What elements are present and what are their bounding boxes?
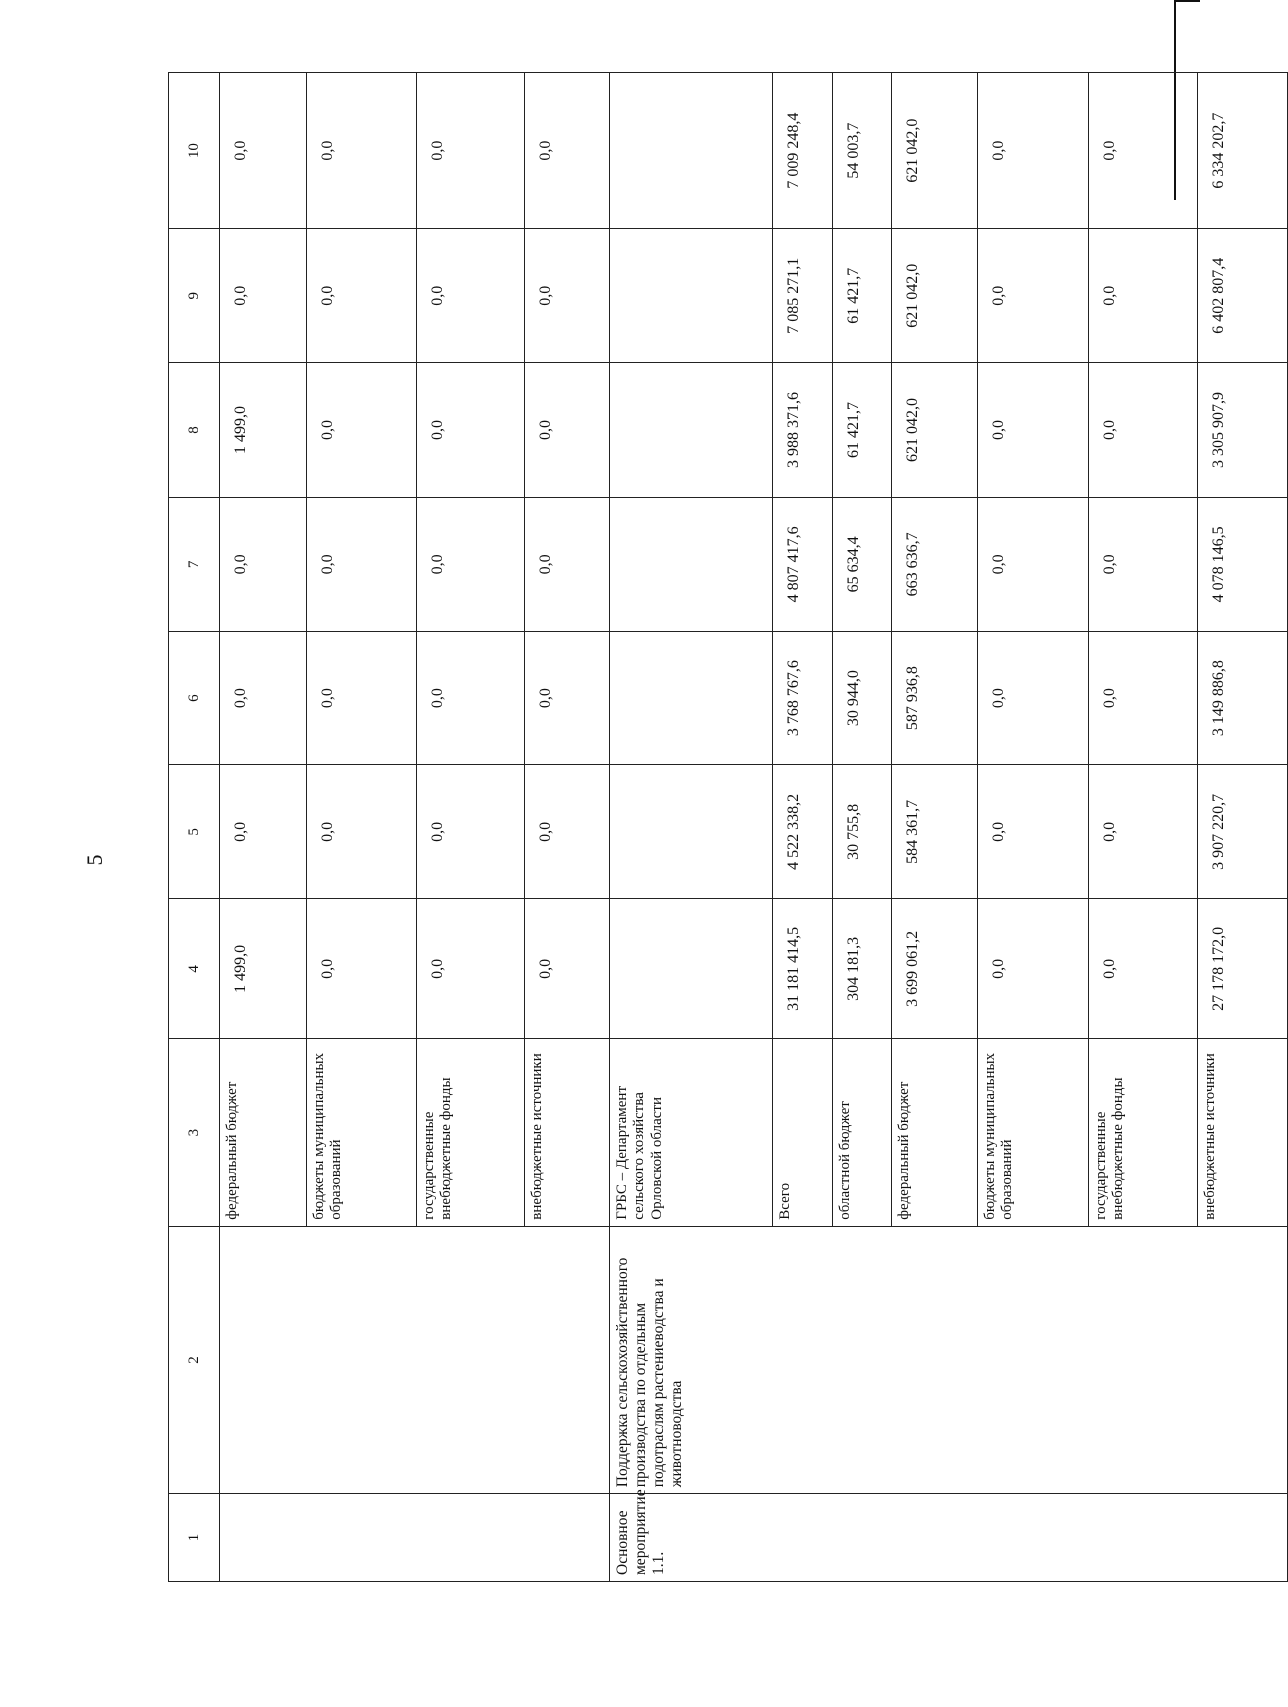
value-cell: 0,0: [525, 631, 610, 765]
page-number: 5: [82, 854, 107, 866]
value-cell: 0,0: [220, 765, 306, 899]
value-cell: 0,0: [1088, 73, 1197, 229]
value-cell: 0,0: [977, 363, 1088, 498]
source-label: федеральный бюджет: [891, 1039, 977, 1226]
value-cell: 4 522 338,2: [773, 765, 832, 899]
value-cell: 0,0: [417, 73, 525, 229]
value-cell: 3 149 886,8: [1197, 631, 1287, 765]
value-cell: 304 181,3: [832, 899, 891, 1039]
empty-name-cell: [220, 1226, 610, 1494]
value-cell: 0,0: [220, 631, 306, 765]
value-cell: 0,0: [1088, 631, 1197, 765]
value-cell: 0,0: [1088, 899, 1197, 1039]
value-cell: 3 907 220,7: [1197, 765, 1287, 899]
value-cell: 587 936,8: [891, 631, 977, 765]
value-cell: 31 181 414,5: [773, 899, 832, 1039]
value-cell: 621 042,0: [891, 73, 977, 229]
value-cell: 0,0: [220, 497, 306, 631]
value-cell: 0,0: [417, 631, 525, 765]
value-cell: 0,0: [977, 899, 1088, 1039]
value-cell: 61 421,7: [832, 229, 891, 363]
value-cell: 54 003,7: [832, 73, 891, 229]
value-cell: 0,0: [306, 765, 417, 899]
value-cell: 0,0: [525, 765, 610, 899]
source-label: внебюджетные источники: [525, 1039, 610, 1226]
value-cell: 0,0: [1088, 497, 1197, 631]
column-header: 4: [169, 899, 220, 1039]
value-cell: 0,0: [306, 899, 417, 1039]
value-cell: 0,0: [417, 765, 525, 899]
activity-code: Основное мероприятие 1.1.: [610, 1494, 1288, 1582]
value-cell: 584 361,7: [891, 765, 977, 899]
value-cell: 3 768 767,6: [773, 631, 832, 765]
value-cell: 30 755,8: [832, 765, 891, 899]
budget-table: [168, 72, 1288, 1582]
source-label: федеральный бюджет: [220, 1039, 306, 1226]
value-cell: 3 699 061,2: [891, 899, 977, 1039]
value-cell: 4 078 146,5: [1197, 497, 1287, 631]
value-cell: 0,0: [306, 497, 417, 631]
value-cell: 0,0: [977, 765, 1088, 899]
value-cell: 663 636,7: [891, 497, 977, 631]
value-cell: 0,0: [220, 73, 306, 229]
value-cell: 0,0: [977, 73, 1088, 229]
source-label: бюджеты муниципальных образований: [977, 1039, 1088, 1226]
value-cell: 0,0: [977, 229, 1088, 363]
source-label: внебюджетные источники: [1197, 1039, 1287, 1226]
source-label: Всего: [773, 1039, 832, 1226]
value-cell: 0,0: [417, 229, 525, 363]
column-header: 2: [169, 1226, 220, 1494]
value-cell: 0,0: [1088, 765, 1197, 899]
value-cell: 0,0: [306, 363, 417, 498]
value-cell: 0,0: [220, 229, 306, 363]
value-cell: 0,0: [306, 73, 417, 229]
value-cell: 621 042,0: [891, 229, 977, 363]
source-label: государственные внебюджетные фонды: [1088, 1039, 1197, 1226]
table-row: [220, 73, 306, 1582]
grbs-label: ГРБС – Департамент сельского хозяйства Орловской области: [610, 1039, 773, 1226]
value-cell: 7 085 271,1: [773, 229, 832, 363]
empty-code-cell: [220, 1494, 610, 1582]
header-row: [169, 73, 220, 1582]
column-header: 3: [169, 1039, 220, 1226]
value-cell: 0,0: [525, 229, 610, 363]
value-cell: 7 009 248,4: [773, 73, 832, 229]
value-cell: 621 042,0: [891, 363, 977, 498]
value-cell: 6 402 807,4: [1197, 229, 1287, 363]
value-cell: 61 421,7: [832, 363, 891, 498]
value-cell: 0,0: [525, 363, 610, 498]
value-cell: 6 334 202,7: [1197, 73, 1287, 229]
table-row: [610, 73, 773, 1582]
value-cell: 1 499,0: [220, 899, 306, 1039]
value-cell: 0,0: [977, 631, 1088, 765]
value-cell: 30 944,0: [832, 631, 891, 765]
source-label: бюджеты муниципальных образований: [306, 1039, 417, 1226]
column-header: 10: [169, 73, 220, 229]
value-cell: 3 988 371,6: [773, 363, 832, 498]
value-cell: 0,0: [525, 497, 610, 631]
value-cell: 0,0: [977, 497, 1088, 631]
value-cell: 0,0: [1088, 363, 1197, 498]
value-cell: 0,0: [525, 899, 610, 1039]
rotated-table-container: [168, 72, 1288, 1582]
value-cell: 0,0: [417, 363, 525, 498]
value-cell: 0,0: [306, 631, 417, 765]
column-header: 7: [169, 497, 220, 631]
value-cell: 4 807 417,6: [773, 497, 832, 631]
value-cell: 0,0: [417, 497, 525, 631]
column-header: 8: [169, 363, 220, 498]
column-header: 5: [169, 765, 220, 899]
column-header: 1: [169, 1494, 220, 1582]
value-cell: 0,0: [1088, 229, 1197, 363]
value-cell: 0,0: [525, 73, 610, 229]
source-label: государственные внебюджетные фонды: [417, 1039, 525, 1226]
value-cell: 0,0: [306, 229, 417, 363]
value-cell: 27 178 172,0: [1197, 899, 1287, 1039]
value-cell: 65 634,4: [832, 497, 891, 631]
column-header: 9: [169, 229, 220, 363]
value-cell: 0,0: [417, 899, 525, 1039]
activity-name: Поддержка сельскохозяйственного производства по отдельным подотраслям растениеводства и животноводства: [610, 1226, 1288, 1494]
value-cell: 1 499,0: [220, 363, 306, 498]
value-cell: 3 305 907,9: [1197, 363, 1287, 498]
column-header: 6: [169, 631, 220, 765]
source-label: областной бюджет: [832, 1039, 891, 1226]
